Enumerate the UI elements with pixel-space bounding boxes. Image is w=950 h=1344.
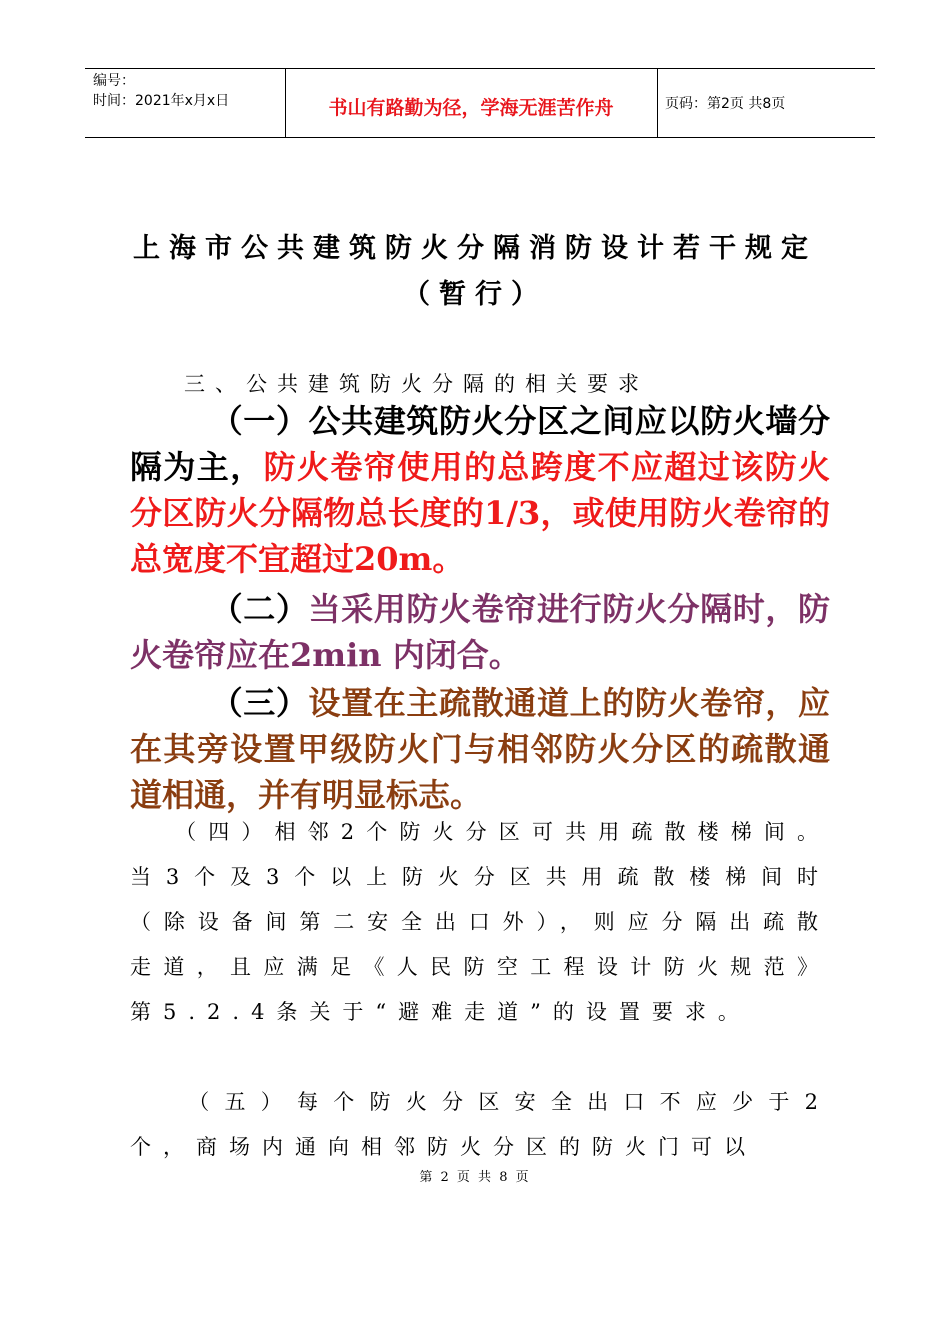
header-motto: 书山有路勤为径，学海无涯苦作舟 — [328, 97, 614, 119]
item-4-text: （四）相邻2个防火分区可共用疏散楼梯间。当3个及3个以上防火分区共用疏散楼梯间时（除设备间第二安全出口外），则应分隔出疏散走道，且应满足《人民防空工程设计防火规范》第5.2.4条关于“避难走道”的设置要求。 — [130, 820, 830, 1024]
document-title: 上海市公共建筑防火分隔消防设计若干规定 — [133, 233, 817, 264]
item-5-text: （五）每个防火分区安全出口不应少于2个，商场内通向相邻防火分区的防火门可以 — [130, 1090, 830, 1159]
item-3-paragraph — [130, 680, 830, 818]
header-motto-cell — [285, 69, 658, 137]
item-2-purple-text: 当采用防火卷帘进行防火分隔时，防火卷帘应在2min 内闭合。 — [130, 590, 830, 674]
item-1-black-text: （一）公共建筑防火分区之间应以防火墙分隔为主， — [130, 402, 830, 486]
page-footer: 第 2 页 共 8 页 — [419, 1170, 531, 1185]
item-3-brown-text: 设置在主疏散通道上的防火卷帘，应在其旁设置甲级防火门与相邻防火分区的疏散通道相通，并有明显标志。 — [130, 684, 830, 814]
item-5-paragraph — [130, 1080, 830, 1170]
header-page-cell — [657, 69, 875, 137]
document-subtitle: （暂行） — [403, 279, 547, 310]
document-time-label: 时间：2021年x月x日 — [93, 93, 230, 109]
item-1-paragraph — [130, 398, 830, 582]
item-2-black-text: （二） — [210, 590, 309, 628]
document-number-label: 编号： — [93, 73, 135, 89]
section-heading: 三、公共建筑防火分隔的相关要求 — [184, 372, 649, 396]
header-meta-cell — [85, 69, 286, 137]
item-1-red-text: 防火卷帘使用的总跨度不应超过该防火分区防火分隔物总长度的1/3，或使用防火卷帘的总宽度不宜超过20m。 — [130, 448, 830, 578]
item-2-paragraph — [130, 586, 830, 678]
document-header — [85, 68, 875, 138]
item-4-paragraph — [130, 810, 830, 1035]
item-3-black-text: （三） — [210, 684, 309, 722]
header-page-label: 页码：第2页 共8页 — [665, 96, 786, 112]
